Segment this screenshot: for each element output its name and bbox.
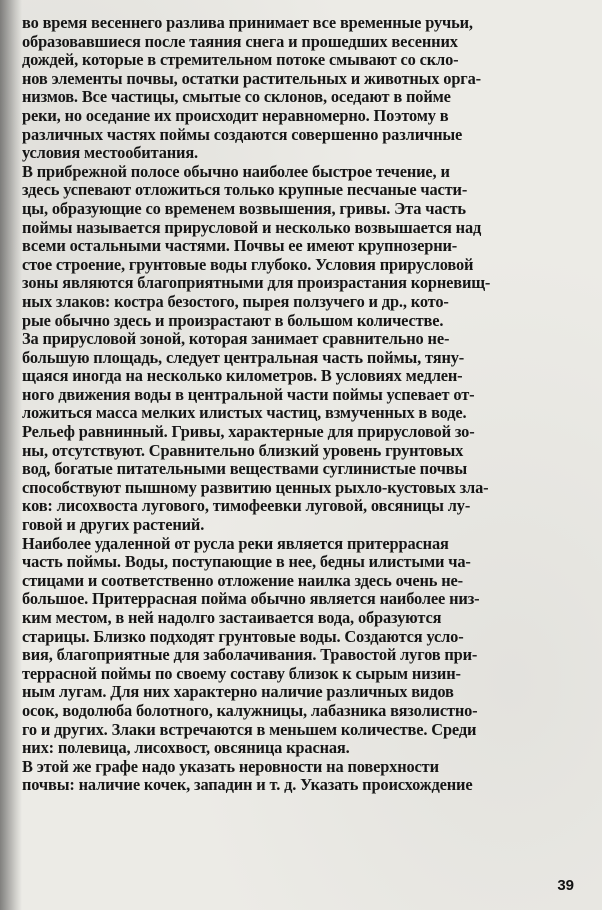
paragraph-3: За прирусловой зоной, которая занимает сравнительно не- большую площадь, следует центральная часть поймы, тяну- щаяся иногда на несколько километров. В условиях медлен- ного движения воды в центральной части поймы успевает от- ложиться масса мелких илистых частиц, взмученных в воде. Рельеф равнинный. Гривы, характерные для прирусловой зо- ны, отсутствуют. Сравнительно близкий уровень грунтовых вод, богатые питательными веществами суглинистые почвы способствуют пышному развитию ценных рыхло-кустовых зла- ков: лисохвоста лугового, тимофеевки луговой, овсяницы лу- говой и других растений.: [22, 329, 489, 535]
page-number: 39: [557, 877, 574, 894]
paragraph-2: В прибрежной полосе обычно наиболее быстрое течение, и здесь успевают отложиться только крупные песчаные части- цы, образующие со временем возвышения, гривы. Эта часть поймы называется прирусловой и несколько возвышается над всеми остальными частями. Почвы ее имеют крупнозерни- стое строение, грунтовые воды глубоко. Условия прирусловой зоны являются благоприятными для произрастания корневищ- ных злаков: костра безостого, пырея ползучего и др., кото- рые обычно здесь и произрастают в большом количестве.: [22, 161, 491, 330]
paragraph-5: В этой же графе надо указать неровности на поверхности почвы: наличие кочек, западин и т. д. Указать происхождение: [22, 756, 473, 795]
paragraph-1: во время весеннего разлива принимает все временные ручьи, образовавшиеся после таяния снега и прошедших весенних дождей, которые в стремительном потоке смывают со скло- нов элементы почвы, остатки растительных и животных орга- низмов. Все частицы, смытые со склонов, оседают в пойме реки, но оседание их происходит неравномерно. Поэтому в различных частях поймы создаются совершенно различные условия местообитания.: [22, 13, 481, 163]
paragraph-4: Наиболее удаленной от русла реки является притеррасная часть поймы. Воды, поступающие в нее, бедны илистыми ча- стицами и соответственно отложение наилка здесь очень не- большое. Притеррасная пойма обычно является наиболее низ- ким местом, в ней надолго застаивается вода, образуются старицы. Близко подходят грунтовые воды. Создаются усло- вия, благоприятные для заболачивания. Травостой лугов при- террасной поймы по своему составу близок к сырым низин- ным лугам. Для них характерно наличие различных видов осок, водолюба болотного, калужницы, лабазника вязолистно- го и других. Злаки встречаются в меньшем количестве. Среди них: полевица, лисохвост, овсяница красная.: [22, 533, 480, 758]
page-edge-shadow: [0, 0, 22, 910]
body-text: [22, 14, 570, 795]
